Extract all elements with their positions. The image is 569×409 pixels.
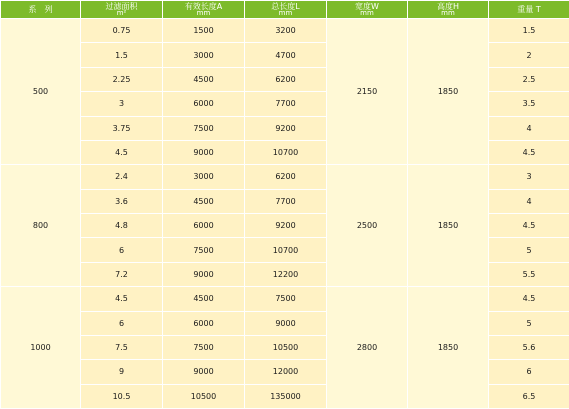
header-row (1, 1, 569, 19)
effective-length-cell: 1500 (163, 19, 245, 43)
series-cell: 800 (1, 165, 81, 287)
weight-cell: 3 (489, 165, 569, 189)
height-cell: 1850 (408, 19, 489, 165)
filter-area-cell: 9 (81, 360, 163, 384)
total-length-cell: 3200 (245, 19, 327, 43)
weight-cell: 2.5 (489, 67, 569, 91)
header-label: 过滤面积 (105, 1, 138, 11)
filter-area-cell: 4.5 (81, 140, 163, 164)
weight-cell: 4.5 (489, 140, 569, 164)
effective-length-cell: 3000 (163, 165, 245, 189)
effective-length-cell: 9000 (163, 140, 245, 164)
weight-cell: 5 (489, 311, 569, 335)
total-length-cell: 6200 (245, 165, 327, 189)
weight-cell: 6.5 (489, 384, 569, 408)
total-length-cell: 12000 (245, 360, 327, 384)
total-length-cell: 7500 (245, 287, 327, 311)
weight-cell: 5.5 (489, 262, 569, 286)
total-length-cell: 6200 (245, 67, 327, 91)
total-length-cell: 10700 (245, 140, 327, 164)
total-length-cell: 9200 (245, 116, 327, 140)
header-cell (489, 1, 569, 19)
total-length-cell: 7700 (245, 92, 327, 116)
effective-length-cell: 4500 (163, 67, 245, 91)
header-label: 总长度L (271, 1, 300, 11)
filter-area-cell: 6 (81, 238, 163, 262)
header-unit: mm (196, 8, 211, 17)
total-length-cell: 10700 (245, 238, 327, 262)
effective-length-cell: 6000 (163, 92, 245, 116)
weight-cell: 6 (489, 360, 569, 384)
weight-cell: 5.6 (489, 335, 569, 359)
filter-area-cell: 3.6 (81, 189, 163, 213)
filter-area-cell: 0.75 (81, 19, 163, 43)
width-cell: 2500 (327, 165, 408, 287)
header-label: 有效长度A (184, 1, 223, 11)
header-cell (408, 1, 489, 19)
filter-area-cell: 7.2 (81, 262, 163, 286)
header-cell (1, 1, 81, 19)
total-length-cell: 10500 (245, 335, 327, 359)
effective-length-cell: 7500 (163, 116, 245, 140)
header-label: 重量 T (517, 5, 541, 14)
table-row (1, 19, 569, 43)
header-label: 宽度W (355, 1, 379, 11)
width-cell: 2800 (327, 287, 408, 409)
effective-length-cell: 7500 (163, 238, 245, 262)
effective-length-cell: 6000 (163, 311, 245, 335)
height-cell: 1850 (408, 287, 489, 409)
effective-length-cell: 4500 (163, 287, 245, 311)
header-unit: mm (360, 8, 374, 17)
weight-cell: 4 (489, 189, 569, 213)
filter-area-cell: 1.5 (81, 43, 163, 67)
series-cell: 500 (1, 19, 81, 165)
filter-area-cell: 4.5 (81, 287, 163, 311)
header-cell (327, 1, 408, 19)
weight-cell: 4 (489, 116, 569, 140)
effective-length-cell: 9000 (163, 360, 245, 384)
header-unit: m² (116, 8, 127, 17)
table-row (1, 287, 569, 311)
header-unit: mm (441, 8, 455, 17)
filter-area-cell: 2.4 (81, 165, 163, 189)
total-length-cell: 9200 (245, 214, 327, 238)
filter-area-cell: 7.5 (81, 335, 163, 359)
effective-length-cell: 3000 (163, 43, 245, 67)
effective-length-cell: 9000 (163, 262, 245, 286)
header-cell (245, 1, 327, 19)
effective-length-cell: 6000 (163, 214, 245, 238)
weight-cell: 4.5 (489, 287, 569, 311)
header-cell (81, 1, 163, 19)
weight-cell: 3.5 (489, 92, 569, 116)
weight-cell: 2 (489, 43, 569, 67)
filter-area-cell: 2.25 (81, 67, 163, 91)
weight-cell: 5 (489, 238, 569, 262)
series-cell: 1000 (1, 287, 81, 409)
header-label: 高度H (436, 1, 459, 11)
header-unit: mm (278, 8, 293, 17)
table-body (1, 19, 569, 409)
filter-area-cell: 3 (81, 92, 163, 116)
weight-cell: 4.5 (489, 214, 569, 238)
total-length-cell: 12200 (245, 262, 327, 286)
weight-cell: 1.5 (489, 19, 569, 43)
effective-length-cell: 7500 (163, 335, 245, 359)
filter-area-cell: 6 (81, 311, 163, 335)
table-row (1, 165, 569, 189)
width-cell: 2150 (327, 19, 408, 165)
header-label: 系 列 (28, 5, 53, 14)
filter-area-cell: 3.75 (81, 116, 163, 140)
header-cell (163, 1, 245, 19)
total-length-cell: 7700 (245, 189, 327, 213)
filter-area-cell: 4.8 (81, 214, 163, 238)
total-length-cell: 135000 (245, 384, 327, 408)
filter-area-cell: 10.5 (81, 384, 163, 408)
total-length-cell: 4700 (245, 43, 327, 67)
total-length-cell: 9000 (245, 311, 327, 335)
effective-length-cell: 4500 (163, 189, 245, 213)
height-cell: 1850 (408, 165, 489, 287)
table-header (1, 1, 569, 19)
effective-length-cell: 10500 (163, 384, 245, 408)
